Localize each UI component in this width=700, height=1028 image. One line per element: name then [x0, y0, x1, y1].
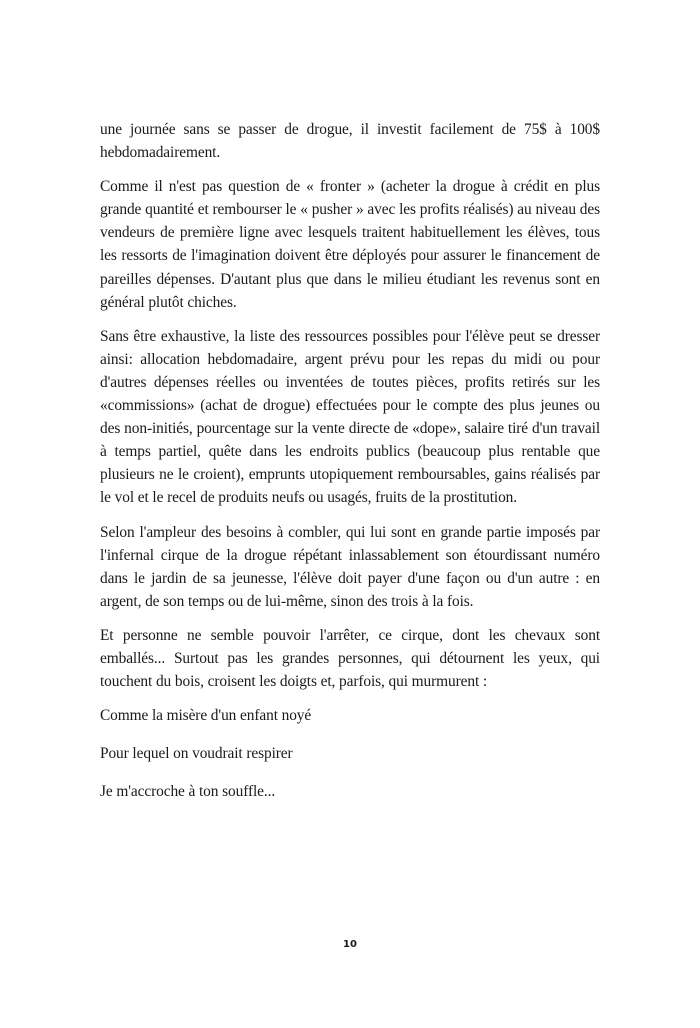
paragraph-1: une journée sans se passer de drogue, il investit facilement de 75$ à 100$ hebdomadairement.: [100, 121, 600, 162]
paragraph-4: Selon l'ampleur des besoins à combler, qui lui sont en grande partie imposés par l'infernal cirque de la drogue répétant inlassablement son étourdissant numéro dans le jardin de sa jeunesse, l'élève doit payer d'une façon ou d'un autre : en argent, de son temps ou de lui-même, sinon des trois à la fois.: [100, 523, 600, 610]
page-number: 10: [343, 939, 357, 950]
verse-line-1: Comme la misère d'un enfant noyé: [100, 707, 312, 725]
verse-line-2: Pour lequel on voudrait respirer: [100, 745, 293, 763]
verse-line-3: Je m'accroche à ton souffle...: [100, 783, 276, 801]
body-text: [100, 118, 600, 818]
paragraph-3: Sans être exhaustive, la liste des ressources possibles pour l'élève peut se dresser ainsi: allocation hebdomadaire, argent prévu pour les repas du midi ou pour d'autres dépenses réelles ou inventées de toutes pièces, profits retirés sur les «commissions» (achat de drogue) effectuées pour le compte des plus jeunes ou des non-initiés, pourcentage sur la vente directe de «dope», salaire tiré d'un travail à temps partiel, quête dans les endroits publics (beaucoup plus rentable que plusieurs ne le croient), emprunts utopiquement remboursables, gains réalisés par le vol et le recel de produits neufs ou usagés, fruits de la prostitution.: [100, 327, 600, 507]
paragraph-5: Et personne ne semble pouvoir l'arrêter, ce cirque, dont les chevaux sont emballés... Surtout pas les grandes personnes, qui détournent les yeux, qui touchent du bois, croisent les doigts et, parfois, qui murmurent :: [100, 626, 600, 691]
paragraph-2: Comme il n'est pas question de « fronter » (acheter la drogue à crédit en plus grande quantité et rembourser le « pusher » avec les profits réalisés) au niveau des vendeurs de première ligne avec lesquels traitent habituellement les élèves, tous les ressorts de l'imagination doivent être déployés pour assurer le financement de pareilles dépenses. D'autant plus que dans le milieu étudiant les revenus sont en général plutôt chiches.: [100, 178, 600, 311]
